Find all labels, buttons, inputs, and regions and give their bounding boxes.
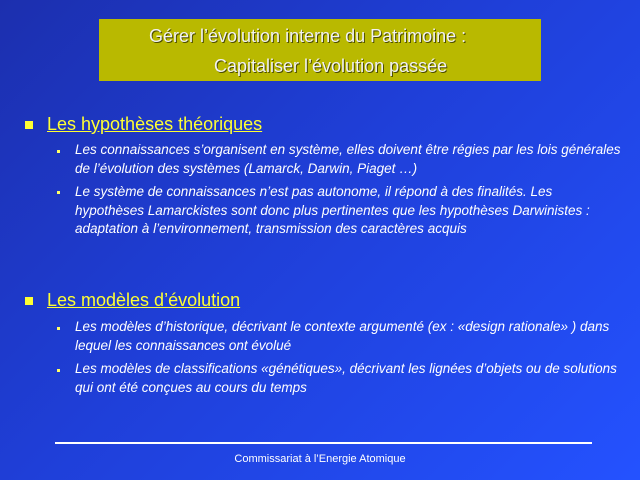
item-bullet-icon [57,191,60,194]
section-bullet-icon [25,121,33,129]
title-box [99,19,541,81]
hypothesis-item-1: Les connaissances s’organisent en système, elles doivent être régies par les lois générales de l’évolution des systèmes (Lamarck, Darwin, Piaget …) [75,142,621,176]
item-bullet-icon [57,150,60,153]
footer-divider [55,442,592,444]
section-heading-models: Les modèles d’évolution [47,290,241,310]
slide-title-line-1: Gérer l’évolution interne du Patrimoine : [149,26,467,46]
model-item-2: Les modèles de classifications «génétiques», décrivant les lignées d’objets ou de solutions qui ont été conçues au cours du temps [75,361,617,395]
hypothesis-item-2: Le système de connaissances n’est pas autonome, il répond à des finalités. Les hypothèses Lamarckistes sont donc plus pertinentes que les hypothèses Darwinistes : adaptation à l’environnement, transmission des caractères acquis [75,184,590,236]
section-heading-hypotheses: Les hypothèses théoriques [47,114,263,134]
slide-title-line-2: Capitaliser l’évolution passée [214,56,448,76]
footer-organization: Commissariat à l’Energie Atomique [234,453,406,465]
item-bullet-icon [57,369,60,372]
section-bullet-icon [25,297,33,305]
item-bullet-icon [57,327,60,330]
model-item-1: Les modèles d’historique, décrivant le contexte argumenté (ex : «design rationale» ) dans lequel les connaissances ont évolué [75,319,610,353]
